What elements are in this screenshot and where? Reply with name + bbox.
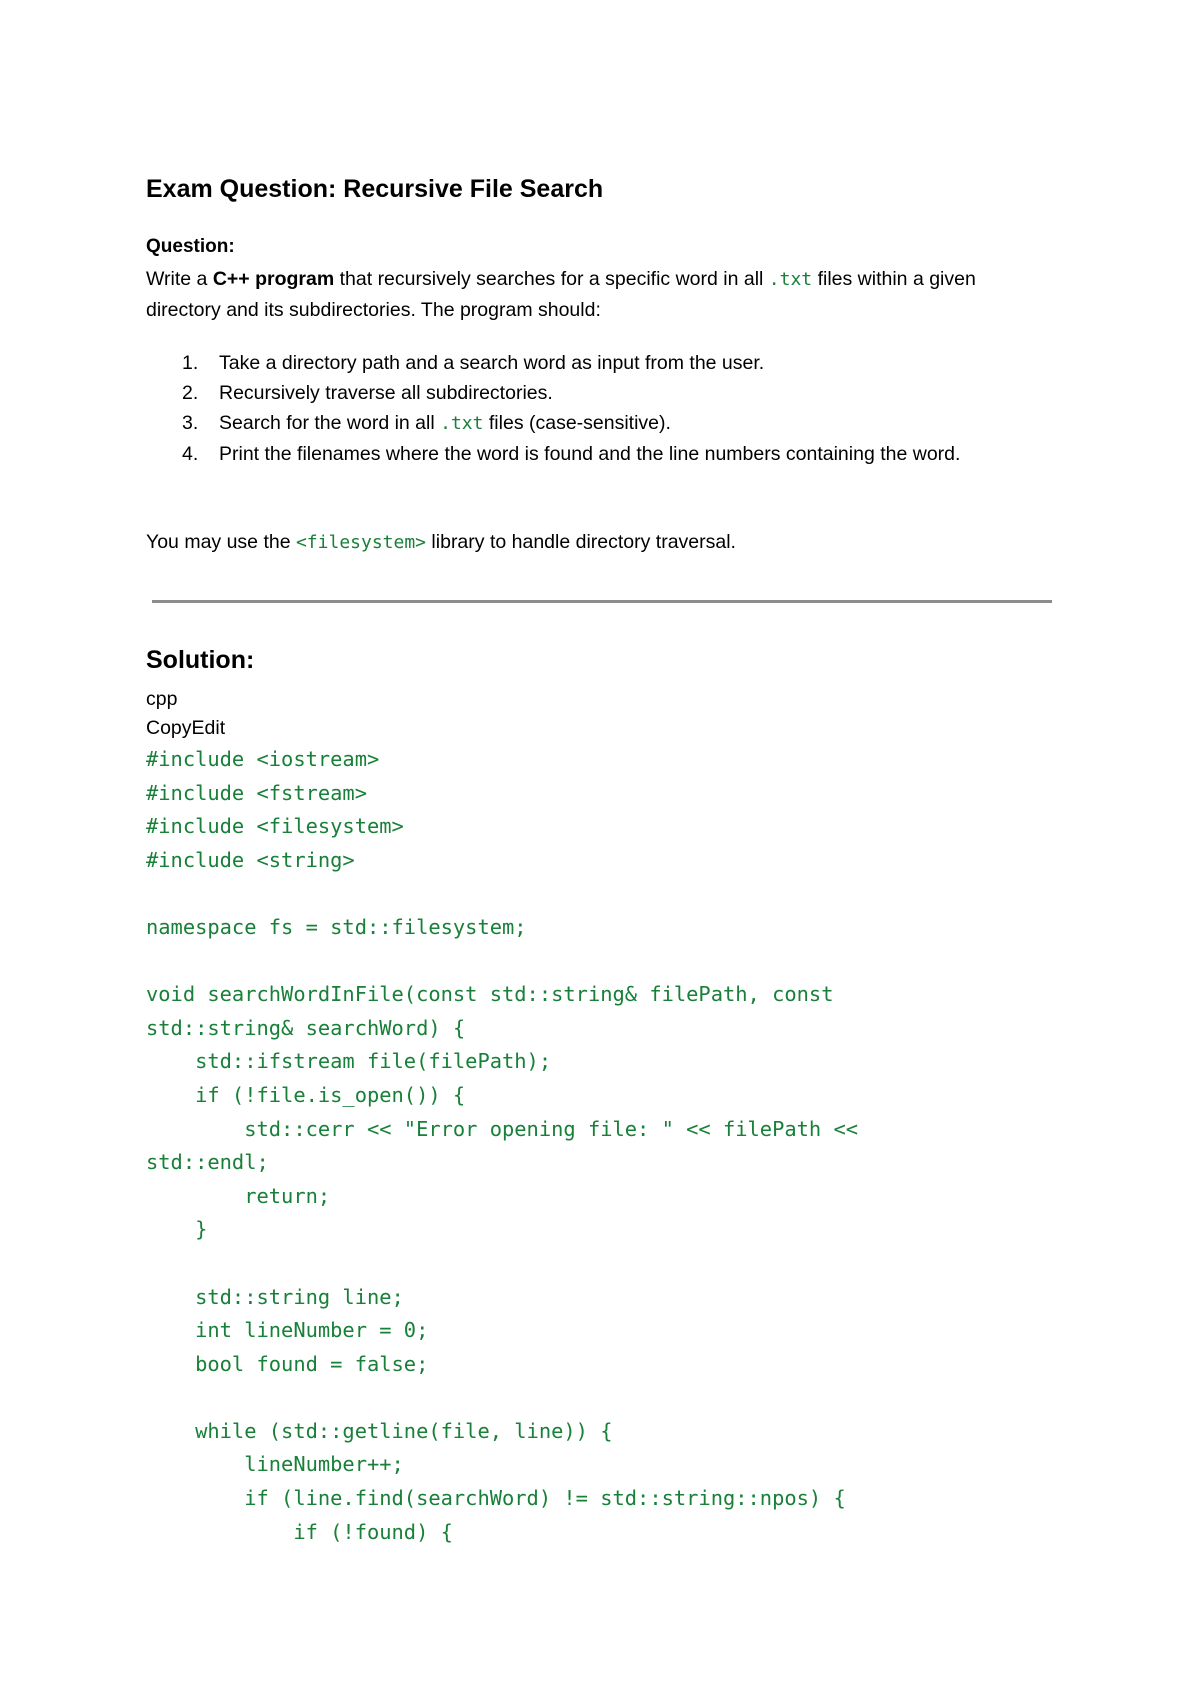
code-line: namespace fs = std::filesystem; [146,914,527,939]
intro-code: .txt [768,269,813,290]
code-line: lineNumber++; [146,1452,404,1477]
code-line: std::endl; [146,1150,269,1175]
intro-text-1: Write a [146,268,213,290]
intro-text-2: that recursively searches for a specific word in all [334,268,769,290]
code-line: void searchWordInFile(const std::string& filePath, const [146,982,834,1007]
code-line: std::string line; [146,1284,404,1309]
code-line [146,877,1066,911]
code-line: #include <iostream> [146,747,380,771]
horizontal-divider [152,600,1052,603]
list-item [146,348,1046,378]
list-text: Search for the word in all [219,412,441,434]
code-language-label: cpp [146,688,178,710]
list-text-post: files (case-sensitive). [483,412,671,434]
question-intro [146,264,1046,325]
list-text: Recursively traverse all subdirectories. [219,382,553,404]
note-code: <filesystem> [295,532,427,553]
code-line: int lineNumber = 0; [146,1318,429,1343]
code-line: } [146,1217,208,1242]
code-line [146,1381,1066,1415]
code-line: if (!file.is_open()) { [146,1082,466,1107]
page-title: Exam Question: Recursive File Search [146,175,604,203]
question-label: Question: [146,236,235,257]
code-line: #include <filesystem> [146,814,404,839]
code-line: while (std::getline(file, line)) { [146,1418,613,1443]
code-line: std::ifstream file(filePath); [146,1049,552,1074]
list-text: Take a directory path and a search word as input from the user. [219,352,765,374]
intro-bold: C++ program [212,268,335,290]
list-item [146,439,1046,469]
list-item [146,378,1046,408]
code-line [146,1247,1066,1281]
solution-heading: Solution: [146,646,255,674]
list-code: .txt [440,413,484,434]
intro-text-3: files within a given directory and its subdirectories. The program should: [146,268,976,321]
code-line: return; [146,1183,331,1208]
code-line [146,945,1066,979]
list-number: 2. [182,382,199,404]
code-line: if (line.find(searchWord) != std::string::npos) { [146,1486,846,1511]
code-line: std::string& searchWord) { [146,1015,466,1040]
code-line: if (!found) { [146,1519,453,1544]
list-number: 1. [182,352,199,374]
code-line: bool found = false; [146,1351,429,1376]
code-line: #include <fstream> [146,780,367,805]
list-number: 3. [182,412,199,434]
library-note [146,527,736,558]
code-block [146,743,1066,1549]
note-text-1: You may use the [146,531,296,553]
code-line: std::cerr << "Error opening file: " << filePath << [146,1116,859,1141]
requirements-list [146,348,1046,469]
note-text-2: library to handle directory traversal. [426,531,736,553]
list-item [146,408,1046,439]
list-text: Print the filenames where the word is found and the line numbers containing the word. [219,443,961,465]
list-number: 4. [182,443,199,465]
copy-edit-label: CopyEdit [146,717,226,739]
code-line: #include <string> [146,847,355,872]
